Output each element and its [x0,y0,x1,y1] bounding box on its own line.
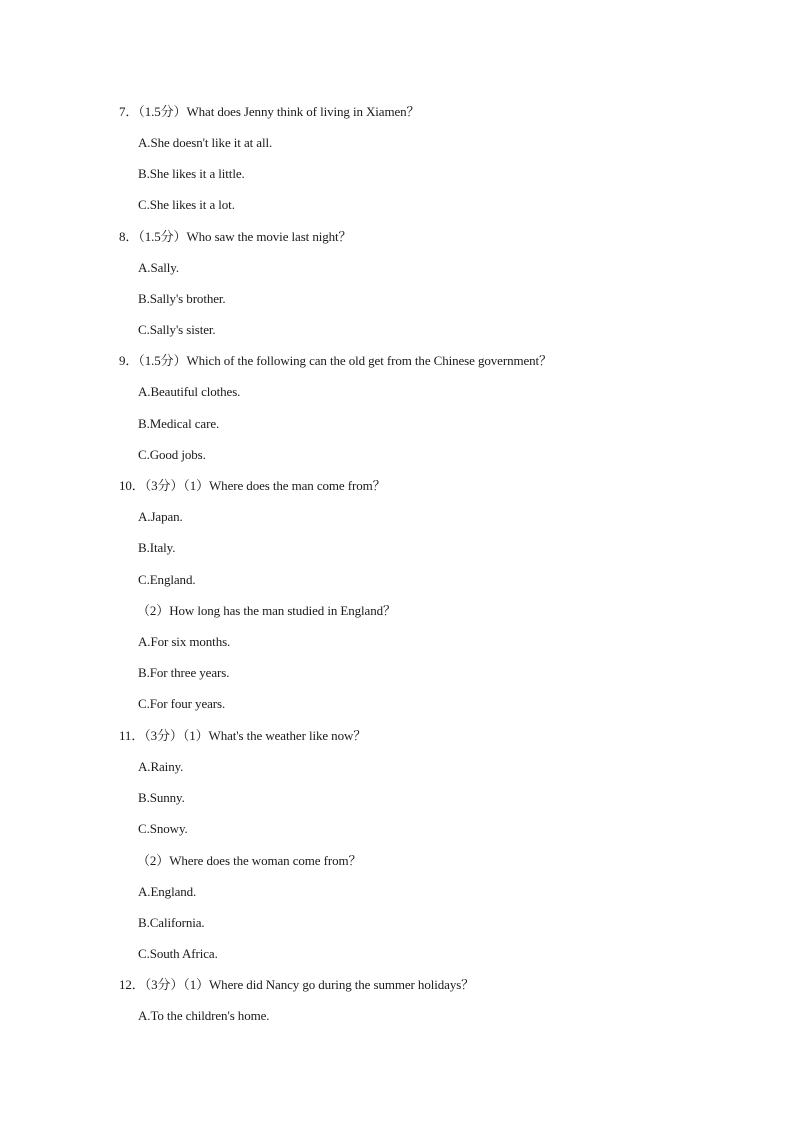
question-8-option-c: C.Sally's sister. [138,322,216,337]
question-12-stem: 12．（3分）（1）Where did Nancy go during the summer holidays？ [119,977,475,992]
question-8-stem: 8．（1.5分）Who saw the movie last night？ [119,229,352,244]
question-10-2-stem: （2）How long has the man studied in England？ [137,603,396,618]
question-11-2-option-b: B.California. [138,915,205,930]
question-10-1-option-c: C.England. [138,572,196,587]
question-10-2-option-c: C.For four years. [138,696,226,711]
question-11-1-option-b: B.Sunny. [138,790,185,805]
question-11-2-stem: （2）Where does the woman come from？ [137,853,362,868]
question-8-option-a: A.Sally. [138,260,179,275]
question-10-2-option-b: B.For three years. [138,665,230,680]
question-11-2-option-a: A.England. [138,884,197,899]
question-7-stem: 7．（1.5分）What does Jenny think of living in Xiamen？ [119,104,420,119]
question-9-stem: 9．（1.5分）Which of the following can the old get from the Chinese government？ [119,353,552,368]
question-8-option-b: B.Sally's brother. [138,291,226,306]
question-9-option-b: B.Medical care. [138,416,220,431]
question-11-1-option-a: A.Rainy. [138,759,184,774]
question-10-1-option-b: B.Italy. [138,540,176,555]
question-10-2-option-a: A.For six months. [138,634,231,649]
question-7-option-b: B.She likes it a little. [138,166,245,181]
question-7-option-a: A.She doesn't like it at all. [138,135,273,150]
question-10-1-option-a: A.Japan. [138,509,183,524]
question-11-1-option-c: C.Snowy. [138,821,188,836]
question-12-1-option-a: A.To the children's home. [138,1008,270,1023]
question-9-option-c: C.Good jobs. [138,447,206,462]
question-11-stem: 11．（3分）（1）What's the weather like now？ [119,728,367,743]
question-7-option-c: C.She likes it a lot. [138,197,235,212]
question-11-2-option-c: C.South Africa. [138,946,218,961]
question-10-stem: 10．（3分）（1）Where does the man come from？ [119,478,386,493]
question-9-option-a: A.Beautiful clothes. [138,384,241,399]
